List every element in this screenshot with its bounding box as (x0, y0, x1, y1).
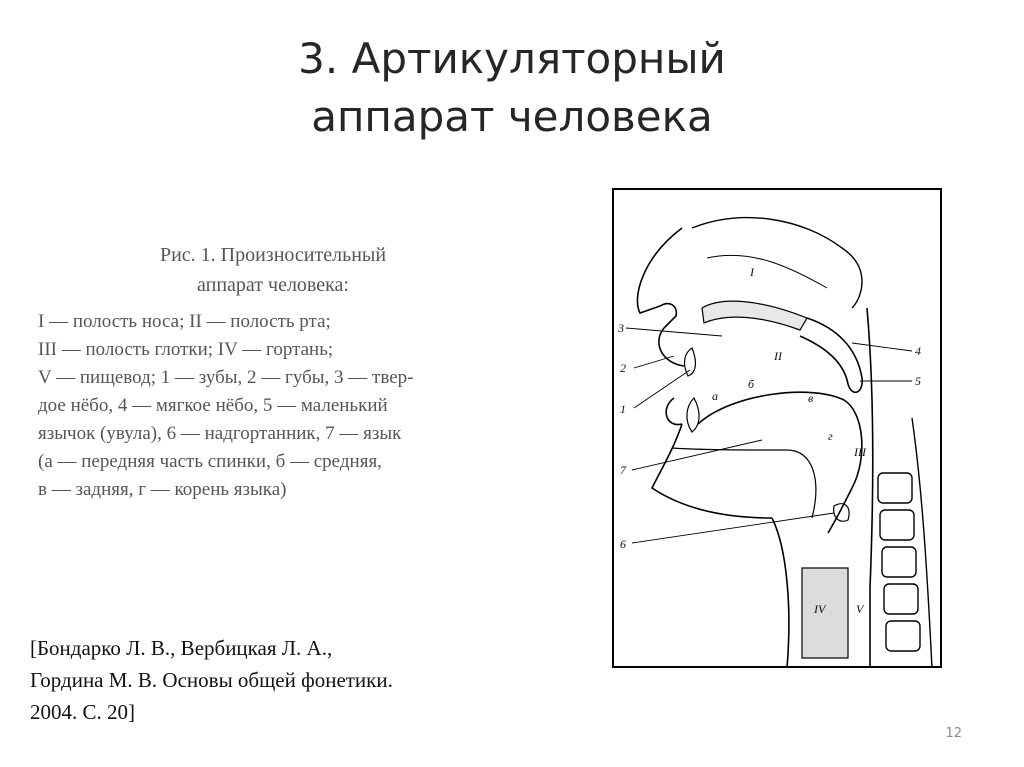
label-cavity-pharynx: III (854, 445, 866, 459)
label-4-soft-palate: 4 (915, 344, 921, 358)
caption-line: в — задняя, г — корень языка) (38, 479, 287, 500)
citation-line-3: 2004. С. 20] (30, 700, 135, 724)
caption-line: (а — передняя часть спинки, б — средняя, (38, 451, 382, 472)
caption-line: язычок (увула), 6 — надгортанник, 7 — язык (38, 423, 402, 444)
citation (30, 632, 550, 728)
label-tongue-v: в (808, 391, 814, 405)
label-tongue-b: б (748, 377, 755, 391)
label-3-hard-palate: 3 (618, 321, 624, 335)
slide-title-line-1: 3. Артикуляторный (298, 34, 726, 83)
caption-heading (38, 240, 508, 300)
caption-line: I — полость носа; II — полость рта; (38, 311, 331, 332)
label-cavity-nose: I (750, 265, 754, 279)
label-6-epiglottis: 6 (620, 537, 626, 551)
label-1-teeth: 1 (620, 402, 626, 416)
diagram-frame (613, 189, 941, 667)
caption-line: III — полость глотки; IV — гортань; (38, 339, 334, 360)
figure-caption (38, 240, 508, 504)
label-tongue-g: г (828, 429, 833, 443)
caption-line: дое нёбо, 4 — мягкое нёбо, 5 — маленький (38, 395, 388, 416)
label-cavity-mouth: II (774, 349, 782, 363)
slide-title (0, 30, 1024, 146)
label-5-uvula: 5 (915, 374, 921, 388)
label-larynx: IV (814, 602, 826, 616)
label-7-tongue: 7 (620, 463, 626, 477)
caption-body (38, 308, 508, 504)
caption-heading-line-2: аппарат человека: (197, 274, 349, 296)
label-2-lips: 2 (620, 361, 626, 375)
diagram-svg (612, 188, 942, 668)
slide-title-line-2: аппарат человека (311, 92, 713, 141)
page-number: 12 (945, 726, 962, 741)
citation-line-1: [Бондарко Л. В., Вербицкая Л. А., (30, 636, 333, 660)
label-esophagus: V (856, 602, 864, 616)
caption-heading-line-1: Рис. 1. Произносительный (159, 244, 387, 266)
caption-line: V — пищевод; 1 — зубы, 2 — губы, 3 — твер- (38, 367, 414, 388)
articulatory-apparatus-diagram (612, 188, 942, 668)
citation-line-2: Гордина М. В. Основы общей фонетики. (30, 668, 393, 692)
label-tongue-a: а (712, 389, 718, 403)
